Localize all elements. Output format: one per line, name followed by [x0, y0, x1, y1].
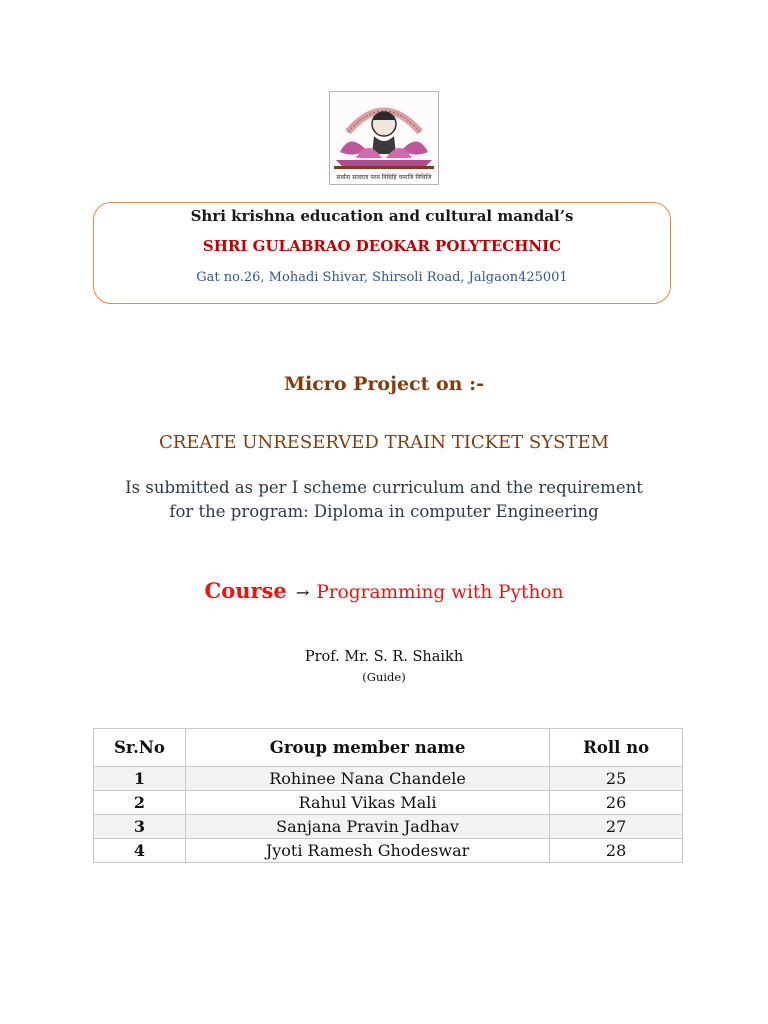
row-member-name: Rohinee Nana Chandele [185, 767, 549, 791]
guide-role: (Guide) [362, 670, 406, 684]
group-members-table [93, 728, 683, 863]
project-title: CREATE UNRESERVED TRAIN TICKET SYSTEM [158, 432, 610, 453]
institution-header [93, 202, 671, 304]
logo-caption: सर्वांना सादरता परम निधिहि चमाजि निधिजि [336, 174, 432, 181]
header-srno: Sr.No [94, 729, 186, 767]
course-label: Course [204, 578, 287, 603]
table-row [94, 815, 683, 839]
row-member-name: Sanjana Pravin Jadhav [185, 815, 549, 839]
row-roll-no: 26 [550, 791, 683, 815]
table-header-row [94, 729, 683, 767]
row-roll-no: 25 [550, 767, 683, 791]
course-name: Programming with Python [316, 582, 564, 603]
college-logo [329, 91, 439, 185]
table-row [94, 791, 683, 815]
submission-statement [60, 476, 708, 524]
table-row [94, 767, 683, 791]
arrow-right-icon: → [295, 583, 310, 602]
header-roll-no: Roll no [550, 729, 683, 767]
header-member-name: Group member name [185, 729, 549, 767]
mandal-name: Shri krishna education and cultural mandal’s [190, 207, 574, 225]
course-line [0, 578, 768, 603]
college-name: SHRI GULABRAO DEOKAR POLYTECHNIC [202, 237, 562, 255]
row-roll-no: 27 [550, 815, 683, 839]
micro-project-heading: Micro Project on :- [283, 373, 484, 395]
row-member-name: Jyoti Ramesh Ghodeswar [185, 839, 549, 863]
table-row [94, 839, 683, 863]
submission-line-2: for the program: Diploma in computer Engineering [169, 502, 599, 521]
college-emblem-icon [330, 92, 438, 184]
row-srno: 4 [94, 839, 186, 863]
row-member-name: Rahul Vikas Mali [185, 791, 549, 815]
guide-name: Prof. Mr. S. R. Shaikh [304, 649, 464, 665]
row-roll-no: 28 [550, 839, 683, 863]
submission-line-1: Is submitted as per I scheme curriculum and the requirement [125, 478, 643, 497]
college-address: Gat no.26, Mohadi Shivar, Shirsoli Road, Jalgaon425001 [196, 270, 568, 285]
row-srno: 2 [94, 791, 186, 815]
row-srno: 3 [94, 815, 186, 839]
row-srno: 1 [94, 767, 186, 791]
